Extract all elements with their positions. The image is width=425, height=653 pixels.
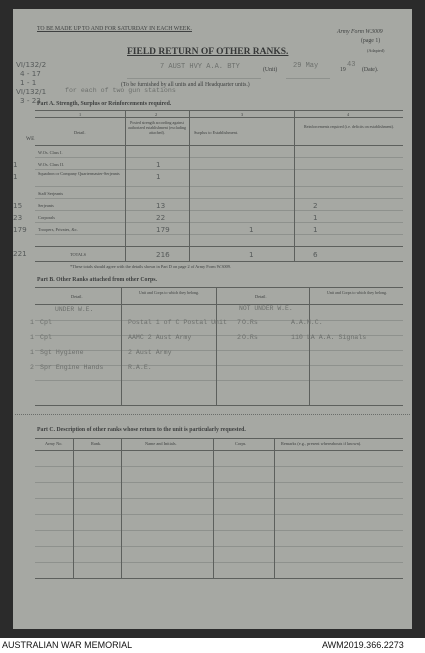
row-detail-label: Squadron or Company Quartermaster-Serjeants: [38, 171, 120, 176]
row-detail-label: Corporals: [38, 215, 55, 220]
perforation-line: [15, 414, 410, 415]
row-posted-value: 179: [156, 225, 170, 234]
left-row-count: 2: [30, 364, 34, 371]
row-posted-value: 216: [156, 250, 170, 259]
date-day: 29 May: [293, 62, 319, 70]
col-reinf-header: Reinforcements required (i.e. deficits on establishment).: [304, 124, 394, 129]
row-surplus-value: 1: [249, 250, 254, 259]
row-detail-label: Serjeants: [38, 203, 54, 208]
row-posted-value: 1: [156, 160, 161, 169]
row-we-value: 1: [13, 160, 18, 169]
row-surplus-value: 1: [249, 225, 254, 234]
left-row-count: 1: [30, 349, 34, 356]
footer-left: AUSTRALIAN WAR MEMORIAL: [2, 640, 133, 650]
row-detail-label: TOTALS: [70, 252, 87, 257]
furnished-note: (To be furnished by all units and all Headquarter units.): [121, 82, 250, 88]
unit-label: (Unit): [263, 67, 278, 73]
adapted-note: (Adapted): [367, 48, 385, 53]
totals-note: *These totals should agree with the details shown in Part D on page 2 of Army Form W.3009.: [70, 264, 231, 269]
made-up-instruction: TO BE MADE UP TO AND FOR SATURDAY IN EACH WEEK.: [37, 26, 192, 32]
left-row-detail: Sgt Hygiene: [40, 349, 84, 356]
form-page: [13, 9, 412, 629]
row-we-value: 15: [13, 201, 23, 210]
row-reinf-value: 2: [313, 201, 318, 210]
year-prefix: 19: [340, 67, 346, 73]
margin-note-4: VI/132/1: [16, 87, 47, 96]
part-b-title: Part B. Other Ranks attached from other Corps.: [37, 277, 157, 283]
row-reinf-value: 1: [313, 225, 318, 234]
part-b-right-unit-header: Unit and Corps to which they belong.: [326, 290, 388, 295]
part-c-title: Part C. Description of other ranks whose return to the unit is particularly requested.: [37, 427, 246, 433]
row-reinf-value: 6: [313, 250, 318, 259]
left-row-count: 1: [30, 334, 34, 341]
left-row-count: 1: [30, 319, 34, 326]
margin-note-1: VI/132/2: [16, 60, 47, 69]
col-surplus-header: Surplus to Establishment.: [194, 130, 239, 135]
margin-note-2: 4 - 17: [20, 69, 41, 78]
left-row-unit: AAMC 2 Aust Army: [128, 334, 192, 341]
gun-stations-note: for each of two gun stations: [65, 87, 176, 94]
row-we-value: 23: [13, 213, 23, 222]
row-detail-label: W.Os. Class I.: [38, 150, 63, 155]
under-we-heading: UNDER W.E.: [55, 306, 94, 313]
right-row-count: 7: [237, 319, 241, 326]
footer-right: AWM2019.366.2273: [322, 640, 404, 650]
row-reinf-value: 1: [313, 213, 318, 222]
col-number-2: 2: [155, 112, 158, 117]
part-a-title: Part A. Strength, Surplus or Reinforcements required.: [37, 101, 172, 107]
col-name: Name and Initials.: [145, 441, 177, 446]
we-label: WE: [26, 136, 35, 142]
row-detail-label: Troopers, Privates, &c.: [38, 227, 78, 232]
row-detail-label: W.Os. Class II.: [38, 162, 64, 167]
col-number-1: 1: [79, 112, 82, 117]
left-row-detail: Spr Engine Hands: [40, 364, 104, 371]
col-number-4: 4: [347, 112, 350, 117]
year-value: 43: [347, 61, 356, 69]
row-posted-value: 1: [156, 172, 161, 181]
margin-note-3: 1 - 1: [20, 78, 37, 87]
row-posted-value: 13: [156, 201, 166, 210]
part-b-right-detail-header: Detail.: [255, 294, 267, 299]
unit-underline: [127, 78, 261, 79]
left-row-detail: Cpl: [40, 334, 52, 341]
right-row-unit: 110 LA A.A. Signals: [291, 334, 367, 341]
date-underline: [286, 78, 330, 79]
right-row-unit: A.A.M.C.: [291, 319, 323, 326]
unit-value: 7 AUST HVY A.A. BTY: [160, 63, 240, 71]
part-b-left-detail-header: Detail.: [71, 294, 83, 299]
left-row-detail: Cpl: [40, 319, 52, 326]
row-detail-label: Staff Serjeants: [38, 191, 64, 196]
col-remarks: Remarks (e.g., present whereabouts if known).: [281, 441, 362, 446]
right-row-detail: O.Rs: [242, 334, 258, 341]
row-we-value: 221: [13, 249, 27, 258]
margin-note-5: 3 - 23: [20, 96, 41, 105]
left-row-unit: 2 Aust Army: [128, 349, 172, 356]
col-corps: Corps.: [235, 441, 247, 446]
part-b-left-unit-header: Unit and Corps to which they belong.: [138, 290, 200, 295]
left-row-unit: R.A.E.: [128, 364, 152, 371]
row-posted-value: 22: [156, 213, 166, 222]
col-number-3: 3: [241, 112, 244, 117]
right-row-count: 2: [237, 334, 241, 341]
row-we-value: 179: [13, 225, 27, 234]
col-army-no: Army No.: [45, 441, 63, 446]
right-row-detail: O.Rs: [242, 319, 258, 326]
not-under-we-heading: NOT UNDER W.E.: [239, 305, 293, 312]
form-title: FIELD RETURN OF OTHER RANKS.: [127, 47, 289, 57]
col-rank: Rank.: [91, 441, 102, 446]
left-row-unit: Postal 1 of C Postal Unit: [128, 319, 227, 326]
row-we-value: 1: [13, 172, 18, 181]
col-detail-header: Detail.: [74, 130, 86, 135]
page-number: (page 1): [361, 38, 381, 44]
form-number: Army Form W.3009: [337, 29, 383, 35]
date-label: (Date).: [362, 67, 379, 73]
col-posted-header: Posted strength according against authorized establishment (excluding attached).: [128, 120, 186, 135]
